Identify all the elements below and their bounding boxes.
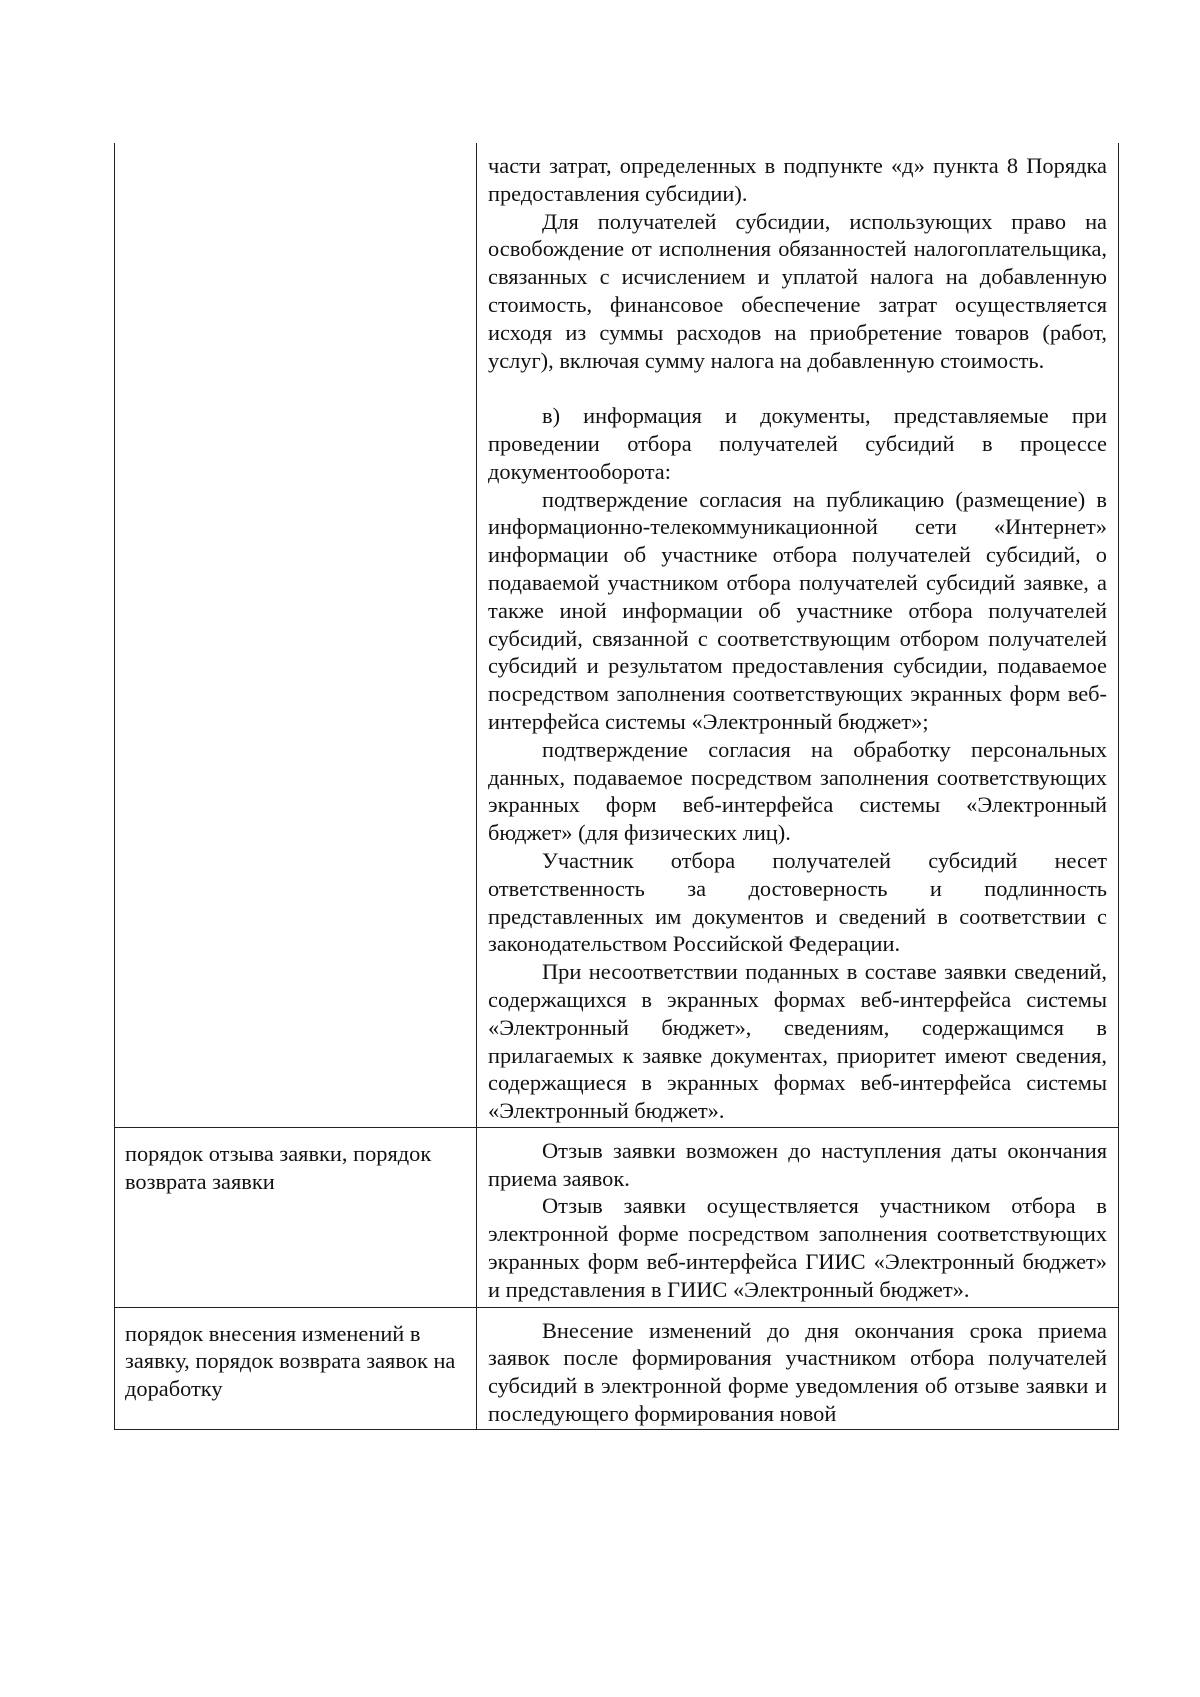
cell-text-block xyxy=(477,143,1118,1127)
table-cell-content xyxy=(477,143,1119,1127)
paragraph: Отзыв заявки осуществляется участником отбора в электронной форме посредством заполнения соответствующих экранных форм веб-интерфейса ГИИС «Электронный бюджет» и представления в ГИИС «Электронный бюджет». xyxy=(488,1193,1107,1302)
document-table xyxy=(114,143,1119,1430)
paragraph: в) информация и документы, представляемые при проведении отбора получателей субсидий в процессе документооборота: xyxy=(488,403,1107,484)
paragraph: Внесение изменений до дня окончания срока приема заявок после формирования участником отбора получателей субсидий в электронной форме уведомления об отзыве заявки и последующего формирования новой xyxy=(488,1317,1107,1427)
table-row xyxy=(115,143,1119,1127)
table-cell-label xyxy=(115,1307,477,1429)
row-label xyxy=(115,143,476,155)
table-row xyxy=(115,1307,1119,1429)
paragraph: подтверждение согласия на публикацию (размещение) в информационно-телекоммуникационной сети «Интернет» информации об участнике отбора получателей субсидий, о подаваемой участником отбора получателей субсидий заявке, а также иной информации об участнике отбора получателей субсидий, связанной с соответствующим отбором получателей субсидий и результатом предоставления субсидии, подаваемое посредством заполнения соответствующих экранных форм веб-интерфейса системы «Электронный бюджет»; xyxy=(488,486,1107,734)
paragraph: Для получателей субсидии, использующих право на освобождение от исполнения обязанностей налогоплательщика, связанных с исчислением и уплатой налога на добавленную стоимость, финансовое обеспечение затрат осуществляется исходя из суммы расходов на приобретение товаров (работ, услуг), включая сумму налога на добавленную стоимость. xyxy=(488,208,1107,373)
cell-text-block xyxy=(477,1128,1118,1307)
paragraph: Участник отбора получателей субсидий несет ответственность за достоверность и подлинность представленных им документов и сведений в соответствии с законодательством Российской Федерации. xyxy=(488,847,1107,957)
table-cell-content xyxy=(477,1307,1119,1429)
paragraph: подтверждение согласия на обработку персональных данных, подаваемое посредством заполнения соответствующих экранных форм веб-интерфейса системы «Электронный бюджет» (для физических лиц). xyxy=(488,736,1107,846)
row-label: порядок отзыва заявки, порядок возврата заявки xyxy=(125,1140,432,1194)
table-cell-label xyxy=(115,143,477,1127)
table-row xyxy=(115,1127,1119,1307)
paragraph: Отзыв заявки возможен до наступления даты окончания приема заявок. xyxy=(488,1137,1107,1191)
table-cell-content xyxy=(477,1127,1119,1307)
paragraph: При несоответствии поданных в составе заявки сведений, содержащихся в экранных формах веб-интерфейса системы «Электронный бюджет», сведениям, содержащимся в прилагаемых к заявке документах, приоритет имеют сведения, содержащиеся в экранных формах веб-интерфейса системы «Электронный бюджет». xyxy=(488,959,1107,1124)
blank-line xyxy=(488,374,1107,402)
table-cell-label xyxy=(115,1127,477,1307)
row-label: порядок внесения изменений в заявку, порядок возврата заявок на доработку xyxy=(125,1320,456,1402)
cell-text-block xyxy=(477,1308,1118,1429)
paragraph: части затрат, определенных в подпункте «д» пункта 8 Порядка предоставления субсидии). xyxy=(488,153,1107,206)
